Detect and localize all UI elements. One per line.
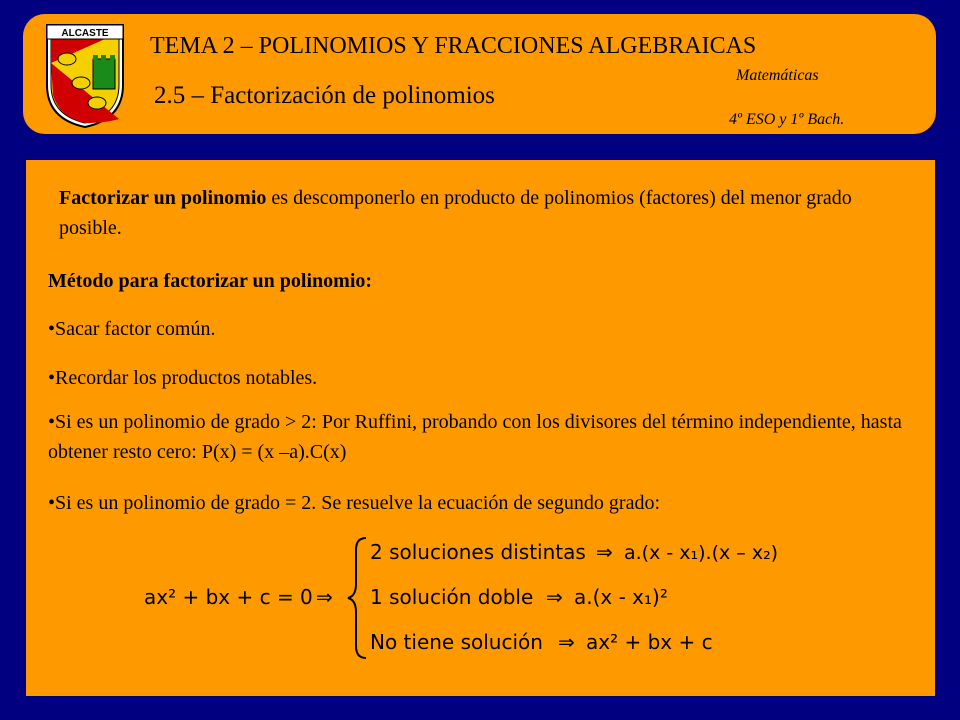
subject-label: Matemáticas (736, 67, 819, 84)
bullet-notable-products: •Recordar los productos notables. (48, 367, 318, 389)
alcaste-shield-logo (45, 23, 125, 129)
bullet-quadratic: •Si es un polinomio de grado = 2. Se resuelve la ecuación de segundo grado: (48, 492, 661, 514)
bullet-ruffini: •Si es un polinomio de grado > 2: Por Ruffini, probando con los divisores del término independiente, hasta obtener resto cero: P(x) = (x –a).C(x) (48, 411, 902, 463)
brace-icon (348, 538, 366, 658)
bullet-common-factor: •Sacar factor común. (48, 318, 216, 340)
implies-arrow-icon: ⇒ (316, 585, 333, 609)
case3-text: No tiene solución (370, 630, 543, 654)
case2-text: 1 solución doble (370, 585, 534, 609)
intro-paragraph (59, 183, 879, 243)
formula-lhs: ax² + bx + c = 0 (144, 585, 313, 609)
case3-result: ax² + bx + c (586, 630, 713, 654)
case2-result: a.(x - x₁)² (574, 585, 668, 609)
case2-arrow-icon: ⇒ (546, 585, 563, 609)
header-panel (23, 14, 936, 134)
content-panel (26, 160, 935, 696)
intro-definition: es descomponerlo en producto de polinomios (factores) del menor grado posible. (59, 187, 852, 239)
case1-text: 2 soluciones distintas (370, 540, 586, 564)
case1-arrow-icon: ⇒ (596, 540, 613, 564)
case1-result: a.(x - x₁).(x – x₂) (624, 542, 779, 564)
case3-arrow-icon: ⇒ (558, 630, 575, 654)
level-label: 4º ESO y 1º Bach. (729, 111, 845, 128)
quadratic-formula (126, 532, 779, 662)
logo-text: ALCASTE (61, 28, 109, 39)
page-title: TEMA 2 – POLINOMIOS Y FRACCIONES ALGEBRAICAS (150, 33, 757, 59)
intro-term: Factorizar un polinomio (59, 187, 267, 209)
page-subtitle: 2.5 – Factorización de polinomios (154, 82, 495, 109)
method-heading: Método para factorizar un polinomio: (48, 270, 373, 292)
